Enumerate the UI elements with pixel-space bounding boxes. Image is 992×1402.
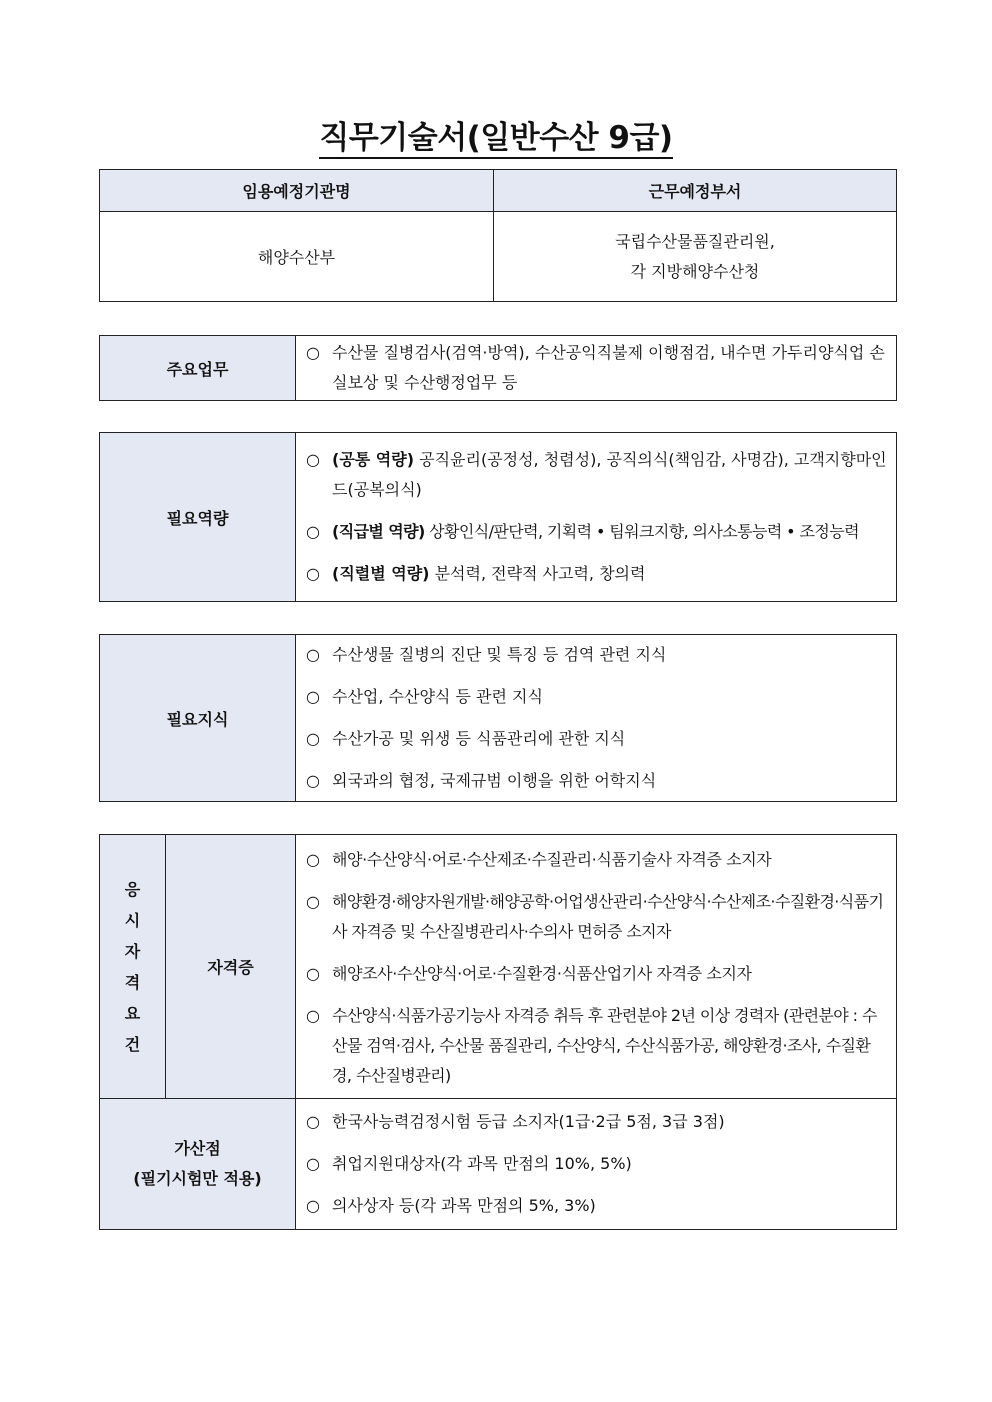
- requirements-side-label: 응 시 자 격 요 건: [100, 835, 166, 1099]
- competency-item: [306, 517, 888, 547]
- bonus-item: ○ 의사상자 등(각 과목 만점의 5%, 3%): [306, 1191, 888, 1221]
- competency-item-title: (직급별 역량): [332, 522, 425, 541]
- duties-table: [99, 335, 897, 401]
- bullet-icon: ○: [306, 1196, 320, 1215]
- requirements-table: [99, 834, 897, 1230]
- bullet-icon: ○: [306, 963, 320, 983]
- competency-item: [306, 445, 888, 505]
- bullet-icon: ○: [306, 522, 320, 541]
- agency-value: 해양수산부: [100, 212, 494, 302]
- dept-value: [494, 212, 897, 302]
- bullet-icon: ○: [306, 1154, 320, 1173]
- cert-item: ○ 해양조사·수산양식·어로·수질환경·식품산업기사 자격증 소지자: [306, 959, 888, 989]
- bullet-icon: ○: [306, 729, 320, 748]
- knowledge-item: ○ 수산생물 질병의 진단 및 특징 등 검역 관련 지식: [306, 640, 888, 670]
- agency-table: [99, 169, 897, 302]
- cert-item: ○ 해양환경·해양자원개발·해양공학·어업생산관리·수산양식·수산제조·수질환경·식품기사 자격증 및 수산질병관리사·수의사 면허증 소지자: [306, 887, 888, 947]
- competency-item-text: 공직윤리(공정성, 청렴성), 공직의식(책임감, 사명감), 고객지향마인드(공복의식): [332, 450, 887, 499]
- cert-item: ○ 해양·수산양식·어로·수산제조·수질관리·식품기술사 자격증 소지자: [306, 845, 888, 875]
- competency-table: [99, 432, 897, 602]
- knowledge-item: ○ 수산업, 수산양식 등 관련 지식: [306, 682, 888, 712]
- knowledge-item: ○ 외국과의 협정, 국제규범 이행을 위한 어학지식: [306, 766, 888, 796]
- bullet-icon: ○: [306, 891, 320, 911]
- knowledge-label: 필요지식: [100, 635, 296, 802]
- competency-item-title: (공통 역량): [332, 450, 415, 469]
- cert-item: ○ 수산양식·식품가공기능사 자격증 취득 후 관련분야 2년 이상 경력자 (관련분야 : 수산물 검역·검사, 수산물 품질관리, 수산양식, 수산식품가공, 해양환경·조사, 수질환경, 수산질병관리): [306, 1001, 888, 1091]
- agency-header: 임용예정기관명: [100, 170, 494, 212]
- bullet-icon: ○: [306, 687, 320, 706]
- duties-item: ○ 수산물 질병검사(검역·방역), 수산공익직불제 이행점검, 내수면 가두리양식업 손실보상 및 수산행정업무 등: [306, 338, 888, 398]
- competency-item: [306, 559, 888, 589]
- bullet-icon: ○: [306, 849, 320, 869]
- bullet-icon: ○: [306, 645, 320, 664]
- competency-label: 필요역량: [100, 433, 296, 602]
- cert-label: 자격증: [166, 835, 296, 1099]
- bullet-icon: ○: [306, 450, 320, 469]
- bullet-icon: ○: [306, 343, 320, 362]
- dept-line-2: 각 지방해양수산청: [630, 261, 760, 281]
- competency-item-text: 분석력, 전략적 사고력, 창의력: [429, 564, 646, 583]
- dept-line-1: 국립수산물품질관리원,: [615, 231, 775, 251]
- bullet-icon: ○: [306, 1005, 320, 1025]
- bonus-item: ○ 한국사능력검정시험 등급 소지자(1급·2급 5점, 3급 3점): [306, 1107, 888, 1137]
- competency-item-title: (직렬별 역량): [332, 564, 430, 583]
- competency-item-text: 상황인식/판단력, 기획력 • 팀워크지향, 의사소통능력 • 조정능력: [424, 522, 859, 541]
- dept-header: 근무예정부서: [494, 170, 897, 212]
- bullet-icon: ○: [306, 1112, 320, 1131]
- knowledge-table: [99, 634, 897, 802]
- bonus-item: ○ 취업지원대상자(각 과목 만점의 10%, 5%): [306, 1149, 888, 1179]
- bullet-icon: ○: [306, 564, 320, 583]
- duties-label: 주요업무: [100, 336, 296, 401]
- knowledge-item: ○ 수산가공 및 위생 등 식품관리에 관한 지식: [306, 724, 888, 754]
- bonus-label: 가산점 (필기시험만 적용): [100, 1099, 296, 1230]
- bullet-icon: ○: [306, 771, 320, 790]
- document-title: 직무기술서(일반수산 9급): [0, 112, 992, 157]
